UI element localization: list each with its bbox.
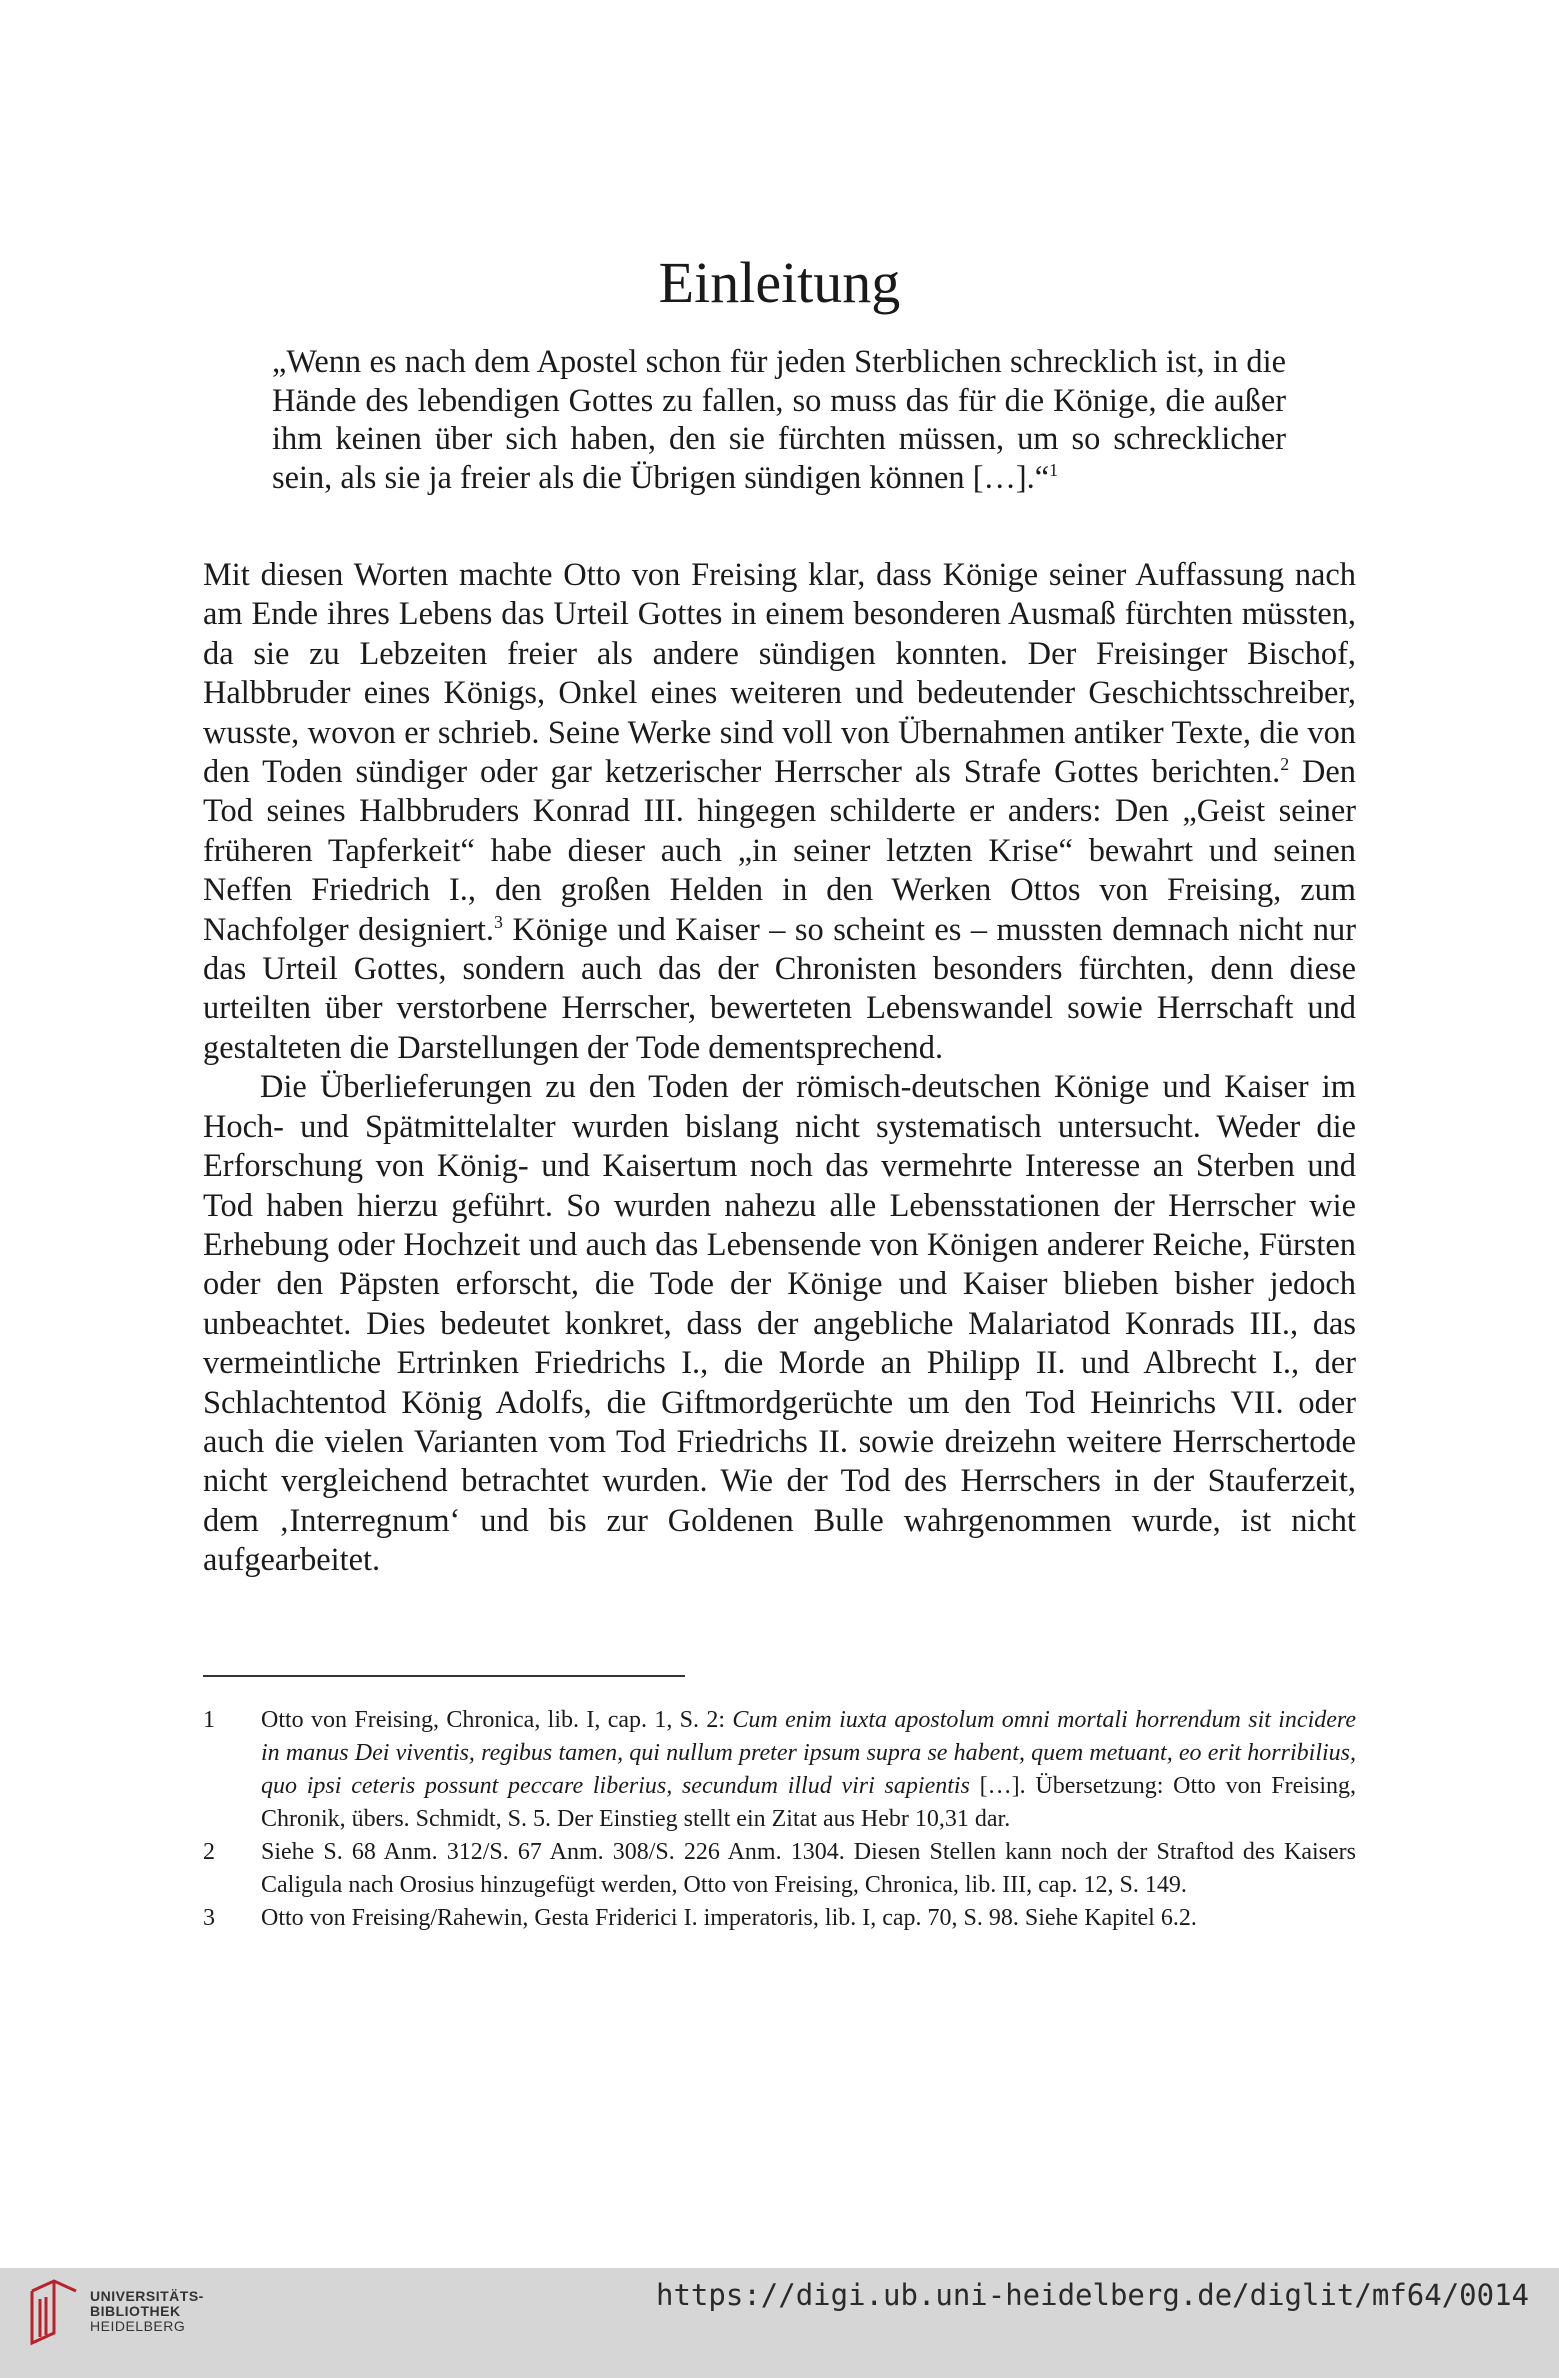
library-logo-text[interactable] xyxy=(90,2289,204,2334)
footnote-3-text: Otto von Freising/Rahewin, Gesta Friderici I. imperatoris, lib. I, cap. 70, S. 98. Siehe Kapitel 6.2. xyxy=(261,1905,1197,1931)
footnote-number: 3 xyxy=(203,1905,215,1931)
footnote-1 xyxy=(203,1704,1356,1836)
paragraph-1-part-2: Den Tod seines Halbbruders Konrad III. hingegen schilderte er anders: Den „Geist seiner früheren Tapferkeit“ habe dieser auch „in seiner letzten Krise“ bewahrt und seinen Neffen Friedrich I., den großen Helden in den Werken Ottos von Freising, zum Nachfolger designiert. xyxy=(203,754,1357,948)
footnote-number: 1 xyxy=(203,1707,215,1733)
footnote-ref-1[interactable]: 1 xyxy=(1049,459,1059,480)
chapter-title: Einleitung xyxy=(658,250,901,315)
logo-line-3: HEIDELBERG xyxy=(90,2318,186,2334)
permalink-url[interactable]: https://digi.ub.uni-heidelberg.de/diglit/mf64/0014 xyxy=(656,2278,1529,2312)
footnote-1-translation: […]. Übersetzung: Otto von Freising, Chronik, übers. Schmidt, S. 5. Der Einstieg stellt ein Zitat aus Hebr 10,31 dar. xyxy=(261,1773,1356,1832)
library-logo-icon[interactable] xyxy=(26,2277,82,2349)
logo-line-1: UNIVERSITÄTS- xyxy=(90,2288,204,2304)
footnote-divider xyxy=(203,1675,685,1677)
footnote-ref-3[interactable]: 3 xyxy=(493,911,503,932)
paragraph-1-part-1: Mit diesen Worten machte Otto von Freising klar, dass Könige seiner Auffassung nach am Ende ihres Lebens das Urteil Gottes in einem besonderen Ausmaß fürchten müssten, da sie zu Lebzeiten freier als andere sündigen konnten. Der Freisinger Bischof, Halbbruder eines Königs, Onkel eines weiteren und bedeutender Geschichtsschreiber, wusste, wovon er schrieb. Seine Werke sind voll von Übernahmen antiker Texte, die von den Toden sündiger oder gar ketzerischer Herrscher als Strafe Gottes berichten. xyxy=(203,557,1356,791)
body-text xyxy=(203,556,1356,1581)
paragraph-2: Die Überlieferungen zu den Toden der römisch-deutschen Könige und Kaiser im Hoch- und Spätmittelalter wurden bislang nicht systematisch untersucht. Weder die Erforschung von König- und Kaisertum noch das vermehrte Interesse an Sterben und Tod haben hierzu geführt. So wurden nahezu alle Lebensstationen der Herrscher wie Erhebung oder Hochzeit und auch das Lebensende von Königen anderer Reiche, Fürsten oder den Päpsten erforscht, die Tode der Könige und Kaiser blieben bisher jedoch unbeachtet. Dies bedeutet konkret, dass der angebliche Malariatod Konrads III., das vermeintliche Ertrinken Friedrichs I., die Morde an Philipp II. und Albrecht I., der Schlachtentod König Adolfs, die Giftmordgerüchte um den Tod Heinrichs VII. oder auch die vielen Varianten vom Tod Friedrichs II. sowie dreizehn weitere Herrschertode nicht vergleichend betrachtet wurden. Wie der Tod des Herrschers in der Stauferzeit, dem ‚Interregnum‘ und bis zur Goldenen Bulle wahrgenommen wurde, ist nicht aufgearbeitet. xyxy=(203,1069,1356,1579)
footnote-2-text: Siehe S. 68 Anm. 312/S. 67 Anm. 308/S. 226 Anm. 1304. Diesen Stellen kann noch der Straftod des Kaisers Caligula nach Orosius hinzugefügt werden, Otto von Freising, Chronica, lib. III, cap. 12, S. 149. xyxy=(261,1839,1356,1898)
epigraph-quote xyxy=(272,343,1286,497)
quote-text: „Wenn es nach dem Apostel schon für jeden Sterblichen schrecklich ist, in die Hände des lebendigen Gottes zu fallen, so muss das für die Könige, die außer ihm keinen über sich haben, den sie fürchten müssen, um so schrecklicher sein, als sie ja freier als die Übrigen sündigen können […].“ xyxy=(272,344,1286,496)
footnote-3 xyxy=(203,1902,1356,1935)
footnote-1-text: Otto von Freising, Chronica, lib. I, cap. 1, S. 2: xyxy=(261,1707,733,1733)
paragraph-1-part-3: Könige und Kaiser – so scheint es – mussten demnach nicht nur das Urteil Gottes, sondern auch das der Chronisten besonders fürchten, denn diese urteilten über verstorbene Herrscher, bewerteten Lebenswandel sowie Herrschaft und gestalteten die Darstellungen der Tode dementsprechend. xyxy=(203,911,1356,1066)
footnote-ref-2[interactable]: 2 xyxy=(1280,754,1290,775)
paragraph-1 xyxy=(203,556,1356,1068)
footnote-2 xyxy=(203,1836,1356,1902)
footnotes xyxy=(203,1704,1356,1935)
footnote-1-latin-quote: Cum enim iuxta apostolum omni mortali horrendum sit incidere in manus Dei viventis, regibus tamen, qui nullum preter ipsum supra se habent, quem metuant, eo erit horribilius, quo ipsi ceteris possunt peccare liberius, secundum illud viri sapientis xyxy=(261,1707,1356,1799)
footnote-number: 2 xyxy=(203,1839,215,1865)
logo-line-2: BIBLIOTHEK xyxy=(90,2303,181,2319)
